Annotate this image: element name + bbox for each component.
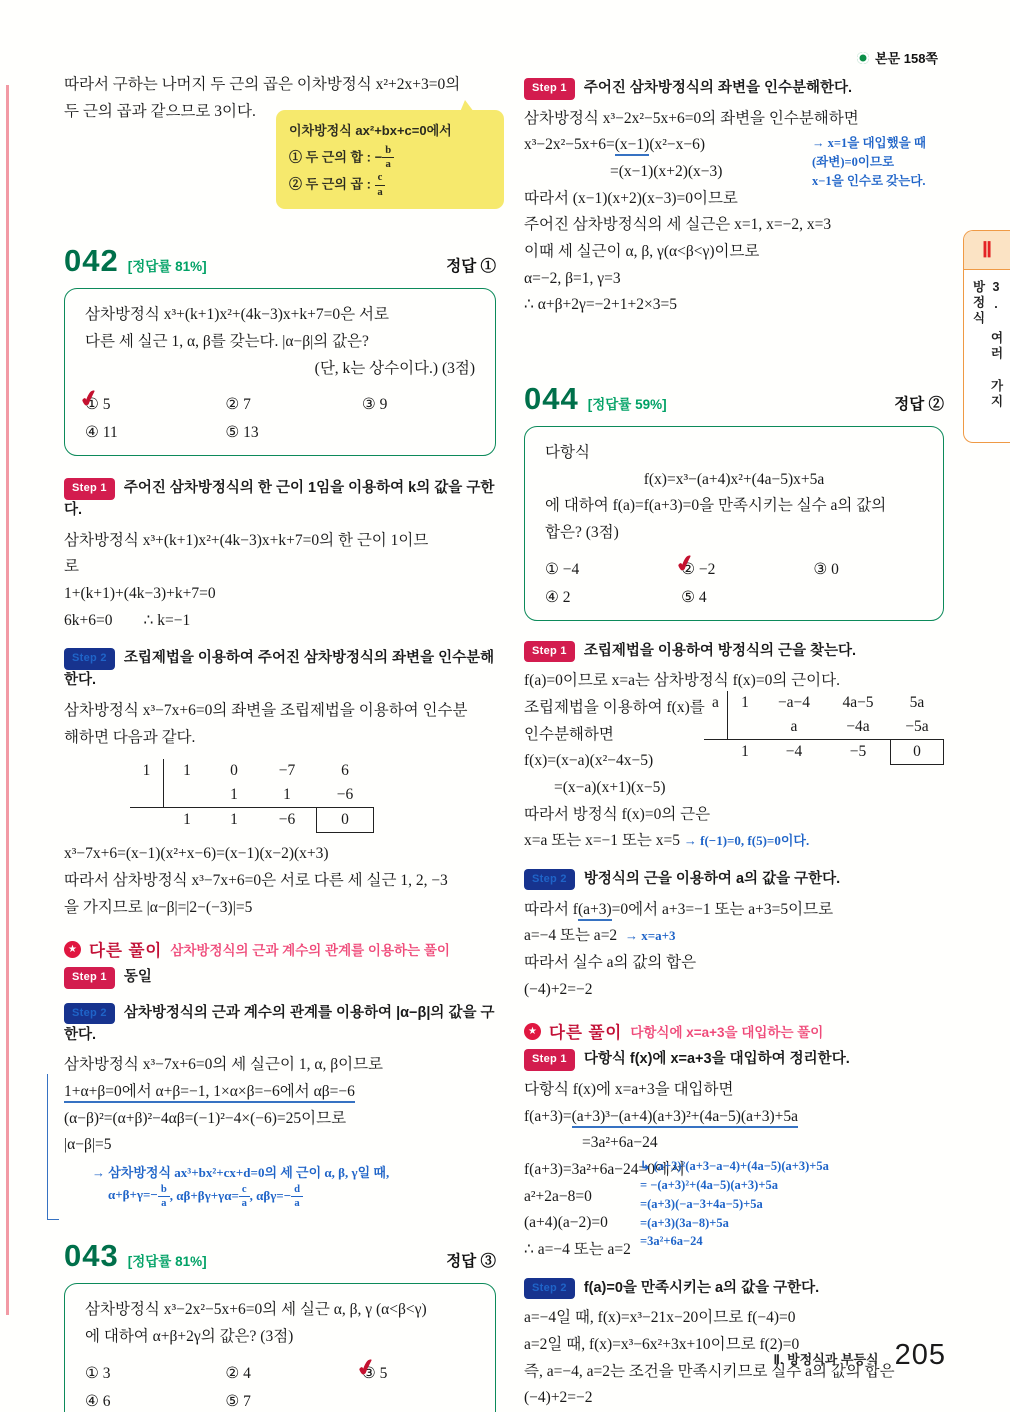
- expansion-annotation: ↳ (a+3)²(a+3−a−4)+(4a−5)(a+3)+5a = −(a+3)²+(4a−5)(a+3)+5a =(a+3)(−a−3+4a−5)+5a =(a+3)(3a−8)+5a =3a²+6a−24: [640, 1157, 940, 1251]
- solution-line: x³−7x+6=(x−1)(x²+x−6)=(x−1)(x−2)(x+3): [64, 845, 329, 863]
- alt-solution-heading: [64, 937, 496, 961]
- callout-item-sum: [289, 144, 491, 172]
- substitution-note: → x=a+3: [625, 928, 676, 943]
- solution-line: (α−β)²=(α+β)²−4αβ=(−1)²−4×(−6)=25이므로: [64, 1109, 347, 1127]
- solution-line: 따라서 실수 a의 값의 합은: [524, 954, 697, 972]
- choice-2: ② 4: [225, 1364, 251, 1382]
- solution-line: 1+(k+1)+(4k−3)+k+7=0: [64, 585, 216, 603]
- fraction-d-over-a: $\frac{d}{a}$: [291, 1183, 303, 1211]
- callout-product-label: ② 두 근의 곱 :: [289, 176, 375, 192]
- correct-rate: [정답률 81%]: [127, 259, 207, 275]
- solution-line: ∴ a=−4 또는 a=2: [524, 1241, 631, 1259]
- problem-number: 042: [64, 243, 119, 279]
- step2-badge: Step 2: [524, 1278, 575, 1300]
- question-line: 삼차방정식 x³−2x²−5x+6=0의 세 실근 α, β, γ (α<β<γ): [85, 1301, 427, 1319]
- arrow-icon: [92, 1165, 108, 1180]
- problem-number: 043: [64, 1238, 119, 1274]
- step2-badge: Step 2: [524, 869, 575, 891]
- footer-section-title: Ⅱ. 방정식과 부등식: [773, 1352, 879, 1367]
- alt-step2-heading: Step 2 삼차방정식의 근과 계수의 관계를 이용하여 |α−β|의 값을 구한다.: [64, 1004, 495, 1043]
- solution-line: 삼차방정식 x³−7x+6=0의 세 실근이 1, α, β이므로: [64, 1056, 384, 1074]
- solution-line: (a+4)(a−2)=0: [524, 1214, 608, 1232]
- quadratic-roots-callout: [276, 110, 504, 209]
- problem-043-box: [64, 1283, 496, 1412]
- callout-title: 이차방정식 ax²+bx+c=0에서: [289, 123, 452, 138]
- question-condition: (단, k는 상수이다.) (3점): [314, 359, 475, 377]
- solution-line: |α−β|=5: [64, 1136, 112, 1154]
- choice-2: ✔ ② −2: [681, 560, 813, 579]
- problem-042-box: [64, 288, 496, 456]
- solution-line: 6k+6=0 ∴ k=−1: [64, 611, 191, 629]
- problem-043-heading: [64, 1238, 496, 1274]
- alt-solution-subtitle: 삼차방정식의 근과 계수의 관계를 이용하는 풀이: [170, 943, 450, 959]
- solution-line: 주어진 삼차방정식의 세 실근은 x=1, x=−2, x=3: [524, 216, 832, 234]
- solution-line: α=−2, β=1, γ=3: [524, 269, 621, 287]
- solution-line: a=−4일 때, f(x)=x³−21x−20이므로 f(−4)=0: [524, 1309, 796, 1327]
- fraction-b-over-a: $\frac{b}{a}$: [158, 1183, 170, 1211]
- solution-line: 해하면 다음과 같다.: [64, 728, 196, 746]
- alt-solution-body: [64, 1052, 496, 1210]
- solution-line: 따라서 (x−1)(x+2)(x−3)=0이므로: [524, 189, 738, 207]
- star-icon: ★: [64, 941, 81, 958]
- roots-check-note: → f(−1)=0, f(5)=0이다.: [684, 833, 809, 848]
- division-block: [524, 695, 944, 802]
- solution-line: 로: [64, 558, 79, 576]
- solution-line: 따라서 삼차방정식 x³−7x+6=0은 서로 다른 세 실근 1, 2, −3: [64, 871, 448, 889]
- question-formula: f(x)=x³−(a+4)x²+(4a−5)x+5a: [643, 470, 825, 488]
- choice-4: ④ 2: [545, 588, 571, 606]
- alt-solution-heading: [524, 1019, 944, 1043]
- chapter-side-tab: [963, 230, 1010, 443]
- solution-line: 인수분해하면: [524, 725, 614, 743]
- page-spine-strip: [6, 85, 9, 1315]
- star-icon: ★: [524, 1023, 541, 1040]
- choices-043: [85, 1364, 475, 1411]
- fraction-c-over-a: $\frac{c}{a}$: [375, 171, 386, 199]
- solution-line: a²+2a−8=0: [524, 1187, 592, 1205]
- solution-line: x=a 또는 x=−1 또는 x=5 → f(−1)=0, f(5)=0이다.: [524, 828, 944, 855]
- chapter-roman-numeral: Ⅱ: [964, 231, 1010, 270]
- solution-line: f(a+3)=3a²+6a−24=0에서: [524, 1161, 685, 1179]
- page-number: 205: [894, 1339, 946, 1371]
- solution-line: 즉, a=−4, a=2는 조건을 만족시키므로 실수 a의 값의 합은: [524, 1362, 895, 1380]
- synthetic-division-044: a 1 −a−4 4a−5 5a a −4a −5a 1 −4 −5 0: [704, 691, 944, 765]
- solution-line: 이때 세 실근이 α, β, γ(α<β<γ)이므로: [524, 243, 760, 261]
- solution-line: 조립제법을 이용하여 f(x)를: [524, 699, 705, 717]
- chapter-title-vertical: 3. 여러 가지 방정식: [971, 280, 1003, 410]
- choice-3: ✔ ③ 5: [362, 1364, 475, 1383]
- correct-rate: [정답률 81%]: [127, 1254, 207, 1270]
- reference-label: 본문 158쪽: [875, 51, 938, 66]
- step1-badge: Step 1: [64, 478, 115, 500]
- choice-4: ④ 11: [85, 424, 118, 442]
- choice-3: ③ 0: [813, 560, 839, 578]
- arrow-icon: [625, 928, 641, 943]
- hook-arrow-icon: [640, 1159, 654, 1173]
- choice-2: ② 7: [225, 396, 251, 414]
- problem-042-heading: [64, 243, 496, 279]
- question-line: 에 대하여 α+β+2γ의 값은? (3점): [85, 1327, 294, 1345]
- problem-044-heading: [524, 381, 944, 417]
- callout-sum-label: ① 두 근의 합 : −: [289, 148, 383, 164]
- connector-line: [47, 1074, 59, 1220]
- step1-heading: Step 1 주어진 삼차방정식의 좌변을 인수분해한다.: [524, 78, 944, 100]
- solution-line: a=−4 또는 a=2 → x=a+3: [524, 923, 944, 950]
- roots-coefficients-note: → 삼차방정식 ax³+bx²+cx+d=0의 세 근이 α, β, γ일 때, α+β+γ=− $\frac{b}{a}$ , αβ+βγ+γα= $\frac{c}{a}$ , αβγ=− $\frac{d}{a}$: [92, 1163, 496, 1210]
- choice-5: ⑤ 13: [225, 424, 259, 442]
- right-column: [524, 46, 944, 1412]
- alt-solution-title: 다른 풀이: [89, 942, 163, 961]
- callout-item-product: [289, 171, 491, 199]
- choices-044: [545, 560, 923, 607]
- solution-line: 삼차방정식 x³−2x²−5x+6=0의 좌변을 인수분해하면: [524, 109, 859, 127]
- problem-number: 044: [524, 381, 579, 416]
- step1-heading: Step 1 조립제법을 이용하여 방정식의 근을 찾는다.: [524, 641, 944, 663]
- choices-042: [85, 395, 475, 442]
- solution-line: 삼차방정식 x³+(k+1)x²+(4k−3)x+k+7=0의 한 근이 1이므: [64, 531, 429, 549]
- left-column: [64, 72, 496, 1412]
- solution-line-underlined: 1+α+β=0에서 α+β=−1, 1×α×β=−6에서 αβ=−6: [64, 1079, 496, 1106]
- step2-badge: Step 2: [64, 648, 115, 670]
- alt-solution-subtitle: 다항식에 x=a+3을 대입하는 풀이: [630, 1025, 824, 1041]
- solution-line: ∴ α+β+2γ=−2+1+2×3=5: [524, 296, 678, 314]
- arrow-icon: [812, 136, 828, 150]
- factoring-line: x³−2x²−5x+6=(x−1)(x²−x−6) → x=1을 대입했을 때 (좌변)=0이므로 x−1을 인수로 갖는다.: [524, 132, 944, 159]
- choice-4: ④ 6: [85, 1392, 111, 1410]
- choice-5: ⑤ 4: [681, 588, 707, 606]
- solution-line: f(x)=(x−a)(x²−4x−5): [524, 752, 654, 770]
- synthetic-division-042: 1 1 0 −7 6 1 1 −6 1 1 −6 0: [130, 759, 374, 833]
- solution-line: (−4)+2=−2: [524, 980, 593, 998]
- step1-badge: Step 1: [64, 967, 115, 989]
- choice-3: ③ 9: [361, 396, 388, 414]
- choice-1: ✔ ① 5: [85, 395, 225, 414]
- choice-5: ⑤ 7: [225, 1392, 251, 1410]
- solution-line: (−4)+2=−2: [524, 1389, 593, 1407]
- fraction-b-over-a: $\frac{b}{a}$: [382, 144, 394, 172]
- step1-badge: Step 1: [524, 1049, 575, 1071]
- question-line: 에 대하여 f(a)=f(a+3)=0을 만족시키는 실수 a의 값의: [545, 497, 887, 515]
- page-footer: [773, 1339, 946, 1372]
- alt-step1-heading: Step 1 다항식 f(x)에 x=a+3을 대입하여 정리한다.: [524, 1049, 944, 1071]
- factor-annotation: → x=1을 대입했을 때 (좌변)=0이므로 x−1을 인수로 갖는다.: [812, 134, 962, 190]
- step2-heading: Step 2 조립제법을 이용하여 주어진 삼차방정식의 좌변을 인수분해한다.: [64, 650, 495, 689]
- solution-line: 따라서 방정식 f(x)=0의 근은: [524, 805, 711, 823]
- step2-heading: Step 2 방정식의 근을 이용하여 a의 값을 구한다.: [524, 869, 944, 891]
- problem-044-box: [524, 426, 944, 621]
- solution-line: f(a)=0이므로 x=a는 삼차방정식 f(x)=0의 근이다.: [524, 672, 840, 690]
- correct-rate: [정답률 59%]: [587, 397, 667, 412]
- answer-label: 정답 ①: [446, 258, 496, 276]
- solution-line: =(x−a)(x+1)(x−5): [554, 779, 666, 796]
- alt-step1-heading: Step 1 동일: [64, 967, 496, 989]
- step2-badge: Step 2: [64, 1003, 115, 1025]
- solution-line: =(x−1)(x+2)(x−3): [610, 163, 723, 181]
- question-line: 다른 세 실근 1, α, β를 갖는다. |α−β|의 값은?: [85, 332, 369, 350]
- fraction-c-over-a: $\frac{c}{a}$: [239, 1183, 250, 1211]
- solution-line: 따라서 f(a+3)=0에서 a+3=−1 또는 a+3=5이므로: [524, 897, 944, 924]
- step1-badge: Step 1: [524, 78, 575, 100]
- solution-line-underlined: f(a+3)=(a+3)³−(a+4)(a+3)²+(4a−5)(a+3)+5a: [524, 1104, 944, 1131]
- choice-1: ① −4: [545, 560, 580, 578]
- solution-line: 다항식 f(x)에 x=a+3을 대입하면: [524, 1081, 734, 1099]
- question-line: 다항식: [545, 444, 590, 461]
- question-line: 합은? (3점): [545, 523, 619, 541]
- step1-badge: Step 1: [524, 641, 575, 663]
- question-line: 삼차방정식 x³+(k+1)x²+(4k−3)x+k+7=0은 서로: [85, 306, 389, 324]
- divisor-cell: 1: [130, 759, 164, 783]
- step1-heading: Step 1 주어진 삼차방정식의 한 근이 1임을 이용하여 k의 값을 구한다.: [64, 480, 495, 519]
- solution-line: =3a²+6a−24: [582, 1134, 658, 1152]
- answer-label: 정답 ②: [894, 396, 944, 413]
- solution-line: 을 가지므로 |α−β|=|2−(−3)|=5: [64, 898, 253, 916]
- remainder-cell: 0: [890, 740, 944, 765]
- expansion-block: [524, 1130, 944, 1263]
- alt-step2-heading: Step 2 f(a)=0을 만족시키는 a의 값을 구한다.: [524, 1278, 944, 1300]
- alt-solution-title: 다른 풀이: [549, 1024, 623, 1043]
- arrow-icon: [684, 833, 700, 848]
- intro-line: 두 근의 곱과 같으므로 3이다.: [64, 102, 256, 120]
- remainder-cell: 0: [316, 808, 374, 833]
- answer-label: 정답 ③: [446, 1253, 496, 1271]
- solution-line: a=2일 때, f(x)=x³−6x²+3x+10이므로 f(2)=0: [524, 1336, 800, 1354]
- intro-line: 따라서 구하는 나머지 두 근의 곱은 이차방정식 x²+2x+3=0의: [64, 76, 461, 93]
- solution-line: 삼차방정식 x³−7x+6=0의 좌변을 조립제법을 이용하여 인수분: [64, 701, 468, 719]
- answer-check-icon: [77, 384, 101, 414]
- divisor-cell: a: [704, 691, 728, 715]
- choice-1: ① 3: [85, 1364, 111, 1382]
